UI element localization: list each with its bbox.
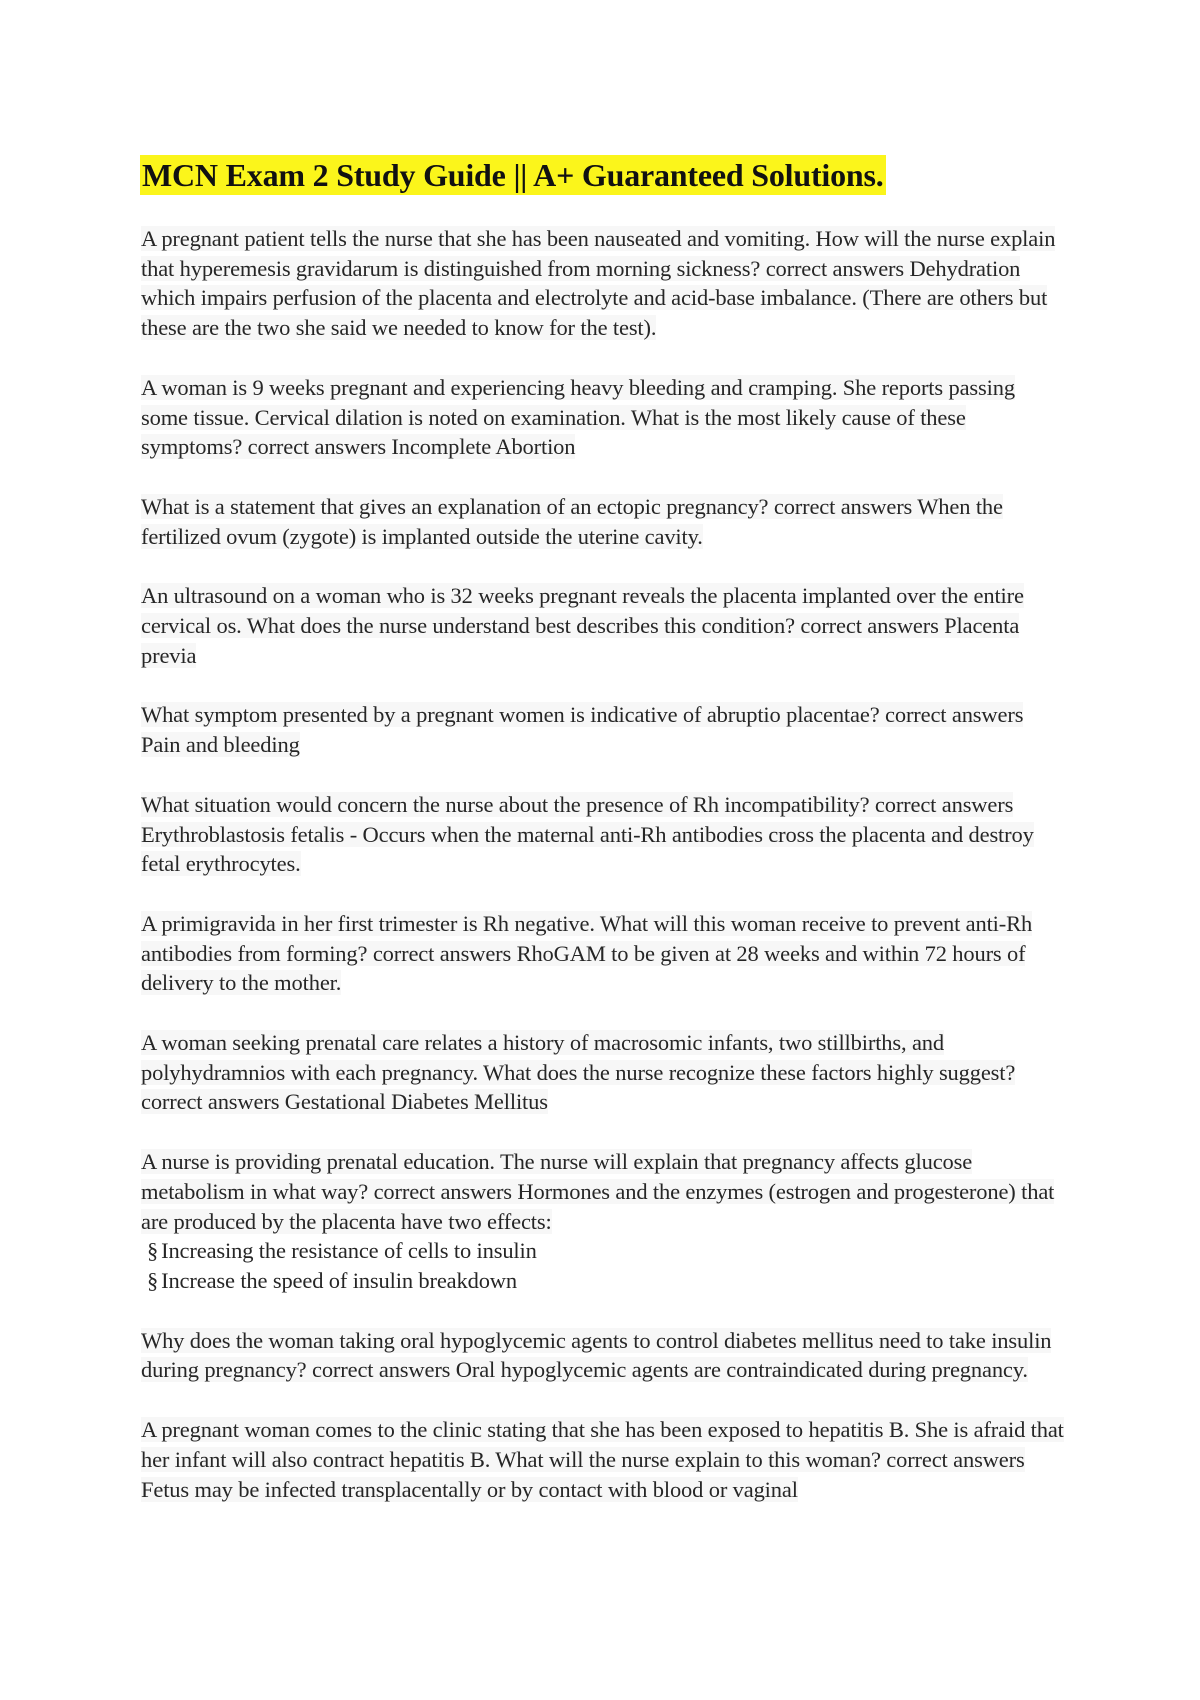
qa-text: What situation would concern the nurse about the presence of Rh incompatibility? correct answers Erythroblastosis fetalis - Occurs when the maternal anti-Rh antibodies cross the placenta and destroy fetal erythrocytes. bbox=[141, 791, 1034, 877]
qa-entry bbox=[141, 373, 1066, 462]
qa-entry bbox=[141, 790, 1066, 879]
section-mark: § bbox=[147, 1238, 159, 1264]
bullet-item bbox=[141, 1266, 1066, 1296]
qa-text: A primigravida in her first trimester is Rh negative. What will this woman receive to prevent anti-Rh antibodies from forming? correct answers RhoGAM to be given at 28 weeks and within 72 hours of delivery to the mother. bbox=[141, 910, 1033, 996]
document-title: MCN Exam 2 Study Guide || A+ Guaranteed Solutions. bbox=[142, 157, 884, 193]
qa-text: A pregnant patient tells the nurse that she has been nauseated and vomiting. How will the nurse explain that hyperemesis gravidarum is distinguished from morning sickness? correct answers Dehydration which impairs perfusion of the placenta and electrolyte and acid-base imbalance. (There are others but these are the two she said we needed to know for the test). bbox=[141, 226, 1056, 341]
bullet-item bbox=[141, 1236, 1066, 1266]
qa-text: An ultrasound on a woman who is 32 weeks pregnant reveals the placenta implanted over the entire cervical os. What does the nurse understand best describes this condition? correct answers Placenta previa bbox=[141, 583, 1024, 668]
qa-text: Why does the woman taking oral hypoglycemic agents to control diabetes mellitus need to take insulin during pregnancy? correct answers Oral hypoglycemic agents are contraindicated during pregnancy. bbox=[141, 1327, 1052, 1383]
qa-text: What symptom presented by a pregnant women is indicative of abruptio placentae? correct answers Pain and bleeding bbox=[141, 702, 1024, 758]
qa-entry bbox=[141, 492, 1066, 551]
qa-text: A woman seeking prenatal care relates a history of macrosomic infants, two stillbirths, and polyhydramnios with each pregnancy. What does the nurse recognize these factors highly suggest? correct answers Gestational Diabetes Mellitus bbox=[141, 1030, 1016, 1115]
qa-entry bbox=[141, 224, 1066, 343]
qa-entry bbox=[141, 581, 1066, 670]
qa-entry bbox=[141, 909, 1066, 998]
qa-entry bbox=[141, 1028, 1066, 1117]
section-mark: § bbox=[147, 1267, 159, 1293]
qa-entry bbox=[141, 1147, 1066, 1296]
qa-text: What is a statement that gives an explanation of an ectopic pregnancy? correct answers When the fertilized ovum (zygote) is implanted outside the uterine cavity. bbox=[141, 493, 1003, 549]
bullet-text: Increasing the resistance of cells to insulin bbox=[161, 1238, 537, 1264]
qa-text: A pregnant woman comes to the clinic stating that she has been exposed to hepatitis B. She is afraid that her infant will also contract hepatitis B. What will the nurse explain to this woman? correct answers Fetus may be infected transplacentally or by contact with blood or vaginal bbox=[141, 1417, 1064, 1502]
bullet-text: Increase the speed of insulin breakdown bbox=[161, 1267, 518, 1293]
qa-text: A nurse is providing prenatal education. The nurse will explain that pregnancy affects glucose metabolism in what way? correct answers Hormones and the enzymes (estrogen and progesterone) that are produced by the placenta have two effects: bbox=[141, 1149, 1055, 1234]
qa-entry bbox=[141, 700, 1066, 759]
qa-list bbox=[141, 224, 1066, 1534]
qa-entry bbox=[141, 1415, 1066, 1504]
qa-text: A woman is 9 weeks pregnant and experiencing heavy bleeding and cramping. She reports passing some tissue. Cervical dilation is noted on examination. What is the most likely cause of these symptoms? correct answers Incomplete Abortion bbox=[141, 374, 1015, 460]
qa-entry bbox=[141, 1326, 1066, 1385]
